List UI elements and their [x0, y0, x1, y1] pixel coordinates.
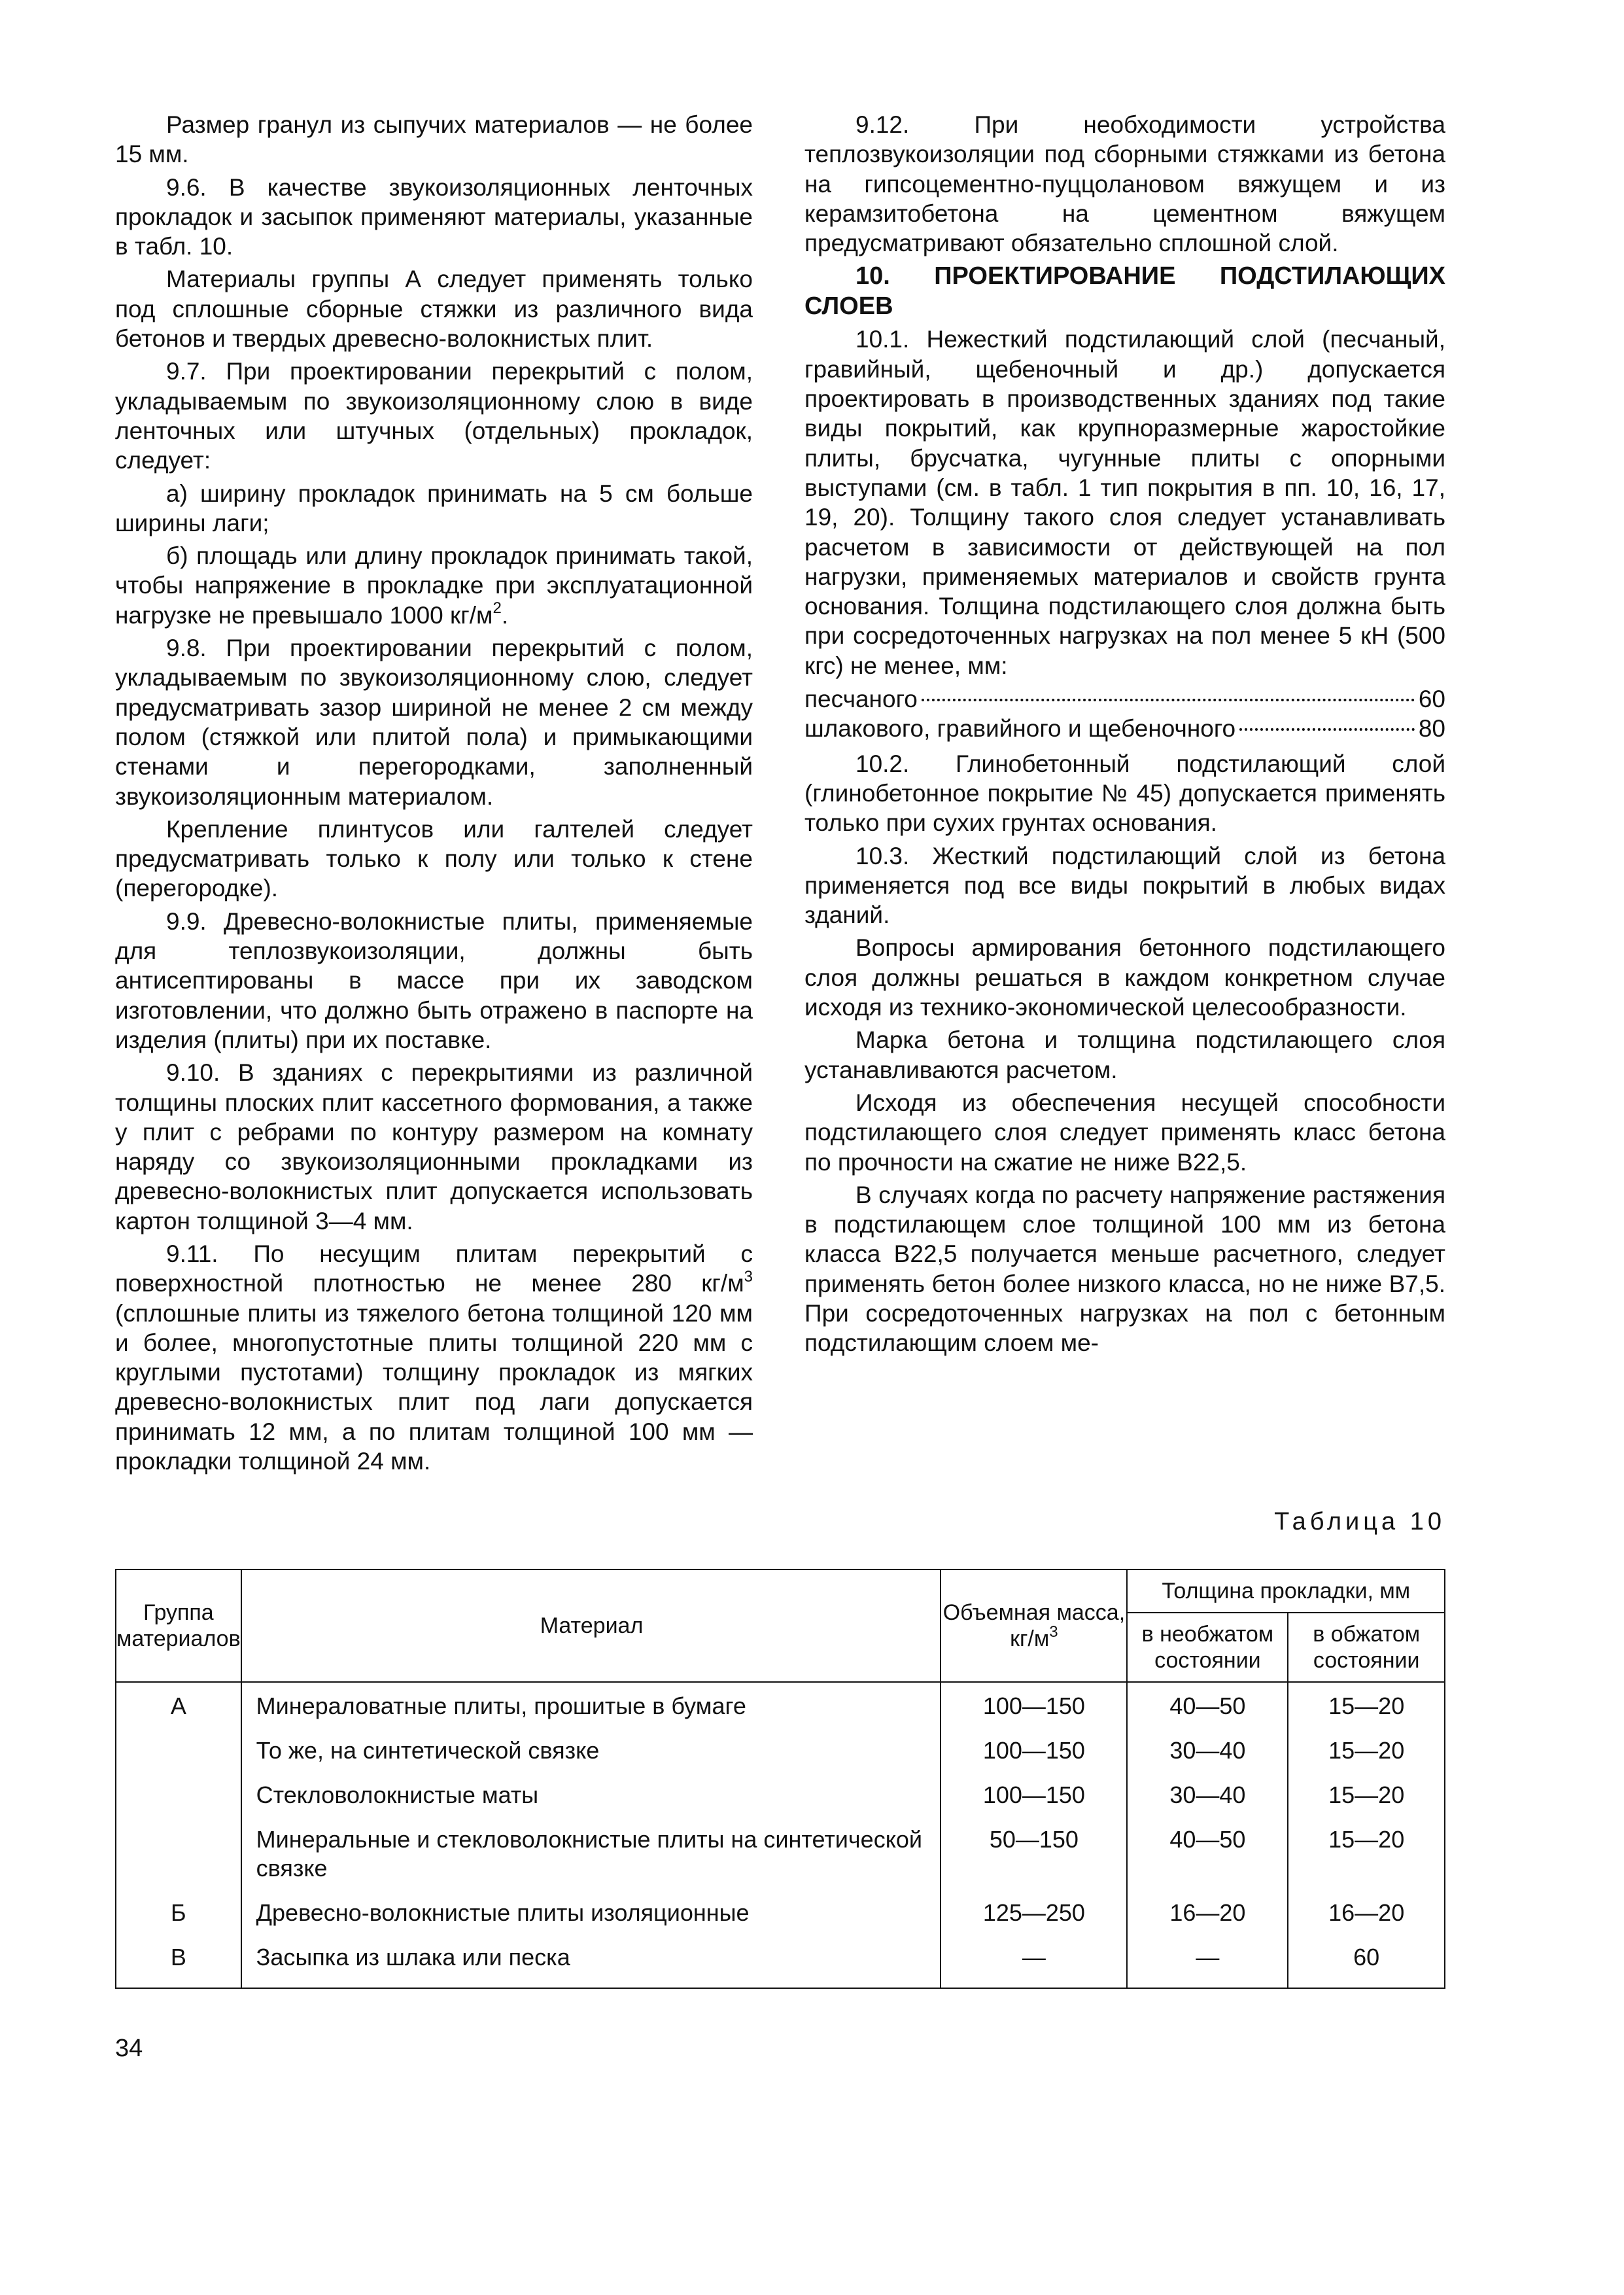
paragraph: 9.12. При необходимости устройства теплозвукоизоляции под сборными стяжками из бетона на гипсоцементно-пуццолановом вяжущем и из керамзитобетона на цементном вяжущем предусматривают обязательно сплошной слой.: [804, 111, 1445, 257]
cell-volume: —: [941, 1943, 1127, 1988]
cell-uncompressed: 40—50: [1127, 1682, 1288, 1736]
cell-group: А: [116, 1682, 241, 1736]
paragraph: Крепление плинтусов или галтелей следует предусматривать только к полу или только к стене (перегородке).: [115, 815, 753, 902]
cell-group: Б: [116, 1899, 241, 1943]
table-row: [116, 1682, 1445, 1736]
cell-volume: 125—250: [941, 1899, 1127, 1943]
cell-volume: 50—150: [941, 1825, 1127, 1899]
superscript: 3: [744, 1267, 753, 1286]
page-number: 34: [115, 2035, 143, 2062]
cell-material: Минеральные и стекловолокнистые плиты на синтетической связке: [241, 1825, 941, 1899]
header-volume-mass: [941, 1569, 1127, 1682]
right-column: [804, 110, 1445, 1361]
header-compressed: в обжатом состоянии: [1288, 1613, 1445, 1682]
paragraph: 9.6. В качестве звукоизоляционных ленточных прокладок и засыпок применяют материалы, указанные в табл. 10.: [115, 173, 753, 260]
paragraph-tail: .: [501, 601, 509, 629]
dot-leader-value: 60: [1418, 686, 1445, 713]
table-row: [116, 1781, 1445, 1825]
dot-leader: [922, 699, 1415, 701]
section-heading: 10. ПРОЕКТИРОВАНИЕ ПОДСТИЛАЮЩИХ СЛОЕВ: [804, 262, 1445, 321]
superscript: 3: [1049, 1622, 1058, 1641]
table-title: Таблица 10: [1274, 1508, 1445, 1535]
table-row: [116, 1943, 1445, 1988]
cell-material: То же, на синтетической связке: [241, 1736, 941, 1781]
cell-uncompressed: 40—50: [1127, 1825, 1288, 1899]
dot-leader-row: [804, 684, 1445, 714]
cell-group: [116, 1781, 241, 1825]
cell-material: Древесно-волокнистые плиты изоляционные: [241, 1899, 941, 1943]
materials-table: [115, 1569, 1445, 1989]
paragraph: Марка бетона и толщина подстилающего слоя устанавливаются расчетом.: [804, 1026, 1445, 1083]
cell-group: [116, 1736, 241, 1781]
cell-group: [116, 1825, 241, 1899]
dot-leader-label: песчаного: [804, 686, 918, 713]
paragraph: Исходя из обеспечения несущей способности подстилающего слоя следует применять класс бетона по прочности на сжатие не ниже В22,5.: [804, 1089, 1445, 1176]
cell-compressed: 16—20: [1288, 1899, 1445, 1943]
dot-leader: [1239, 728, 1415, 731]
cell-volume: 100—150: [941, 1781, 1127, 1825]
header-material: Материал: [241, 1569, 941, 1682]
paragraph: [115, 1239, 753, 1476]
header-volume-mass-text: Объемная масса, кг/м: [942, 1600, 1126, 1651]
cell-material: Засыпка из шлака или песка: [241, 1943, 941, 1988]
paragraph: В случаях когда по расчету напряжение растяжения в подстилающем слое толщиной 100 мм из бетона класса В22,5 получается меньше расчетного, следует применять бетон более низкого класса, но не ниже В7,5. При сосредоточенных нагрузках на пол с бетонным подстилающим слоем ме-: [804, 1181, 1445, 1357]
paragraph: 9.7. При проектировании перекрытий с полом, укладываемым по звукоизоляционному слою в виде ленточных или штучных (отдельных) прокладок, следует:: [115, 358, 753, 474]
cell-volume: 100—150: [941, 1736, 1127, 1781]
header-group: Группа материалов: [116, 1569, 241, 1682]
cell-uncompressed: 30—40: [1127, 1736, 1288, 1781]
cell-volume: 100—150: [941, 1682, 1127, 1736]
cell-compressed: 15—20: [1288, 1682, 1445, 1736]
cell-uncompressed: 30—40: [1127, 1781, 1288, 1825]
cell-compressed: 15—20: [1288, 1825, 1445, 1899]
paragraph-text: 9.11. По несущим плитам перекрытий с поверхностной плотностью не менее 280 кг/м: [115, 1240, 753, 1297]
paragraph-text: б) площадь или длину прокладок принимать такой, чтобы напряжение в прокладке при эксплуатационной нагрузке не превышало 1000 кг/м: [115, 542, 753, 629]
dot-leader-label: шлакового, гравийного и щебеночного: [804, 715, 1236, 743]
paragraph: 9.8. При проектировании перекрытий с полом, укладываемым по звукоизоляционному слою, следует предусматривать зазор шириной не менее 2 см между полом (стяжкой или плитой пола) и примыкающими стенами и перегородками, заполненный звукоизоляционным материалом.: [115, 635, 753, 810]
paragraph: 9.9. Древесно-волокнистые плиты, применяемые для теплозвукоизоляции, должны быть антисептированы в массе при их заводском изготовлении, что должно быть отражено в паспорте на изделия (плиты) при их поставке.: [115, 907, 753, 1053]
cell-compressed: 60: [1288, 1943, 1445, 1988]
paragraph: [115, 541, 753, 630]
dot-leader-row: [804, 714, 1445, 743]
paragraph: 9.10. В зданиях с перекрытиями из различной толщины плоских плит кассетного формования, а также у плит с ребрами по контуру размером на комнату наряду со звукоизоляционными прокладками из древесно-волокнистых плит допускается использовать картон толщиной 3—4 мм.: [115, 1059, 753, 1235]
dot-leader-list: [804, 684, 1445, 744]
cell-material: Минераловатные плиты, прошитые в бумаге: [241, 1682, 941, 1736]
paragraph: а) ширину прокладок принимать на 5 см больше ширины лаги;: [115, 480, 753, 536]
cell-group: В: [116, 1943, 241, 1988]
dot-leader-value: 80: [1418, 715, 1445, 743]
cell-compressed: 15—20: [1288, 1736, 1445, 1781]
table-row: [116, 1899, 1445, 1943]
superscript: 2: [492, 599, 502, 618]
paragraph: Размер гранул из сыпучих материалов — не более 15 мм.: [115, 111, 753, 168]
paragraph: Вопросы армирования бетонного подстилающего слоя должны решаться в каждом конкретном случае исходя из технико-экономической целесообразности.: [804, 934, 1445, 1021]
paragraph-text: (сплошные плиты из тяжелого бетона толщиной 120 мм и более, многопустотные плиты толщиной 220 мм с круглыми пустотами) толщину прокладок из мягких древесно-волокнистых плит под лаги допускается принимать 12 мм, а по плитам толщиной 100 мм — прокладки толщиной 24 мм.: [115, 1299, 753, 1475]
table-row: [116, 1825, 1445, 1899]
cell-uncompressed: —: [1127, 1943, 1288, 1988]
paragraph: 10.1. Нежесткий подстилающий слой (песчаный, гравийный, щебеночный и др.) допускается проектировать в производственных зданиях под такие виды покрытий, как крупноразмерные жаростойкие плиты, брусчатка, чугунные плиты с опорными выступами (см. в табл. 1 тип покрытия в пп. 10, 16, 17, 19, 20). Толщину такого слоя следует устанавливать расчетом в зависимости от действующей на пол нагрузки, применяемых материалов и свойств грунта основания. Толщина подстилающего слоя должна быть при сосредоточенных нагрузках на пол менее 5 кН (500 кгс) не менее, мм:: [804, 326, 1445, 679]
header-uncompressed: в необжатом состоянии: [1127, 1613, 1288, 1682]
paragraph: Материалы группы А следует применять только под сплошные сборные стяжки из различного вида бетонов и твердых древесно-волокнистых плит.: [115, 266, 753, 353]
cell-uncompressed: 16—20: [1127, 1899, 1288, 1943]
cell-material: Стекловолокнистые маты: [241, 1781, 941, 1825]
paragraph: 10.2. Глинобетонный подстилающий слой (глинобетонное покрытие № 45) допускается применять только при сухих грунтах основания.: [804, 750, 1445, 837]
paragraph: 10.3. Жесткий подстилающий слой из бетона применяется под все виды покрытий в любых видах зданий.: [804, 842, 1445, 929]
table-row: [116, 1736, 1445, 1781]
left-column: [115, 110, 753, 1479]
cell-compressed: 15—20: [1288, 1781, 1445, 1825]
header-thickness: Толщина прокладки, мм: [1127, 1569, 1445, 1613]
